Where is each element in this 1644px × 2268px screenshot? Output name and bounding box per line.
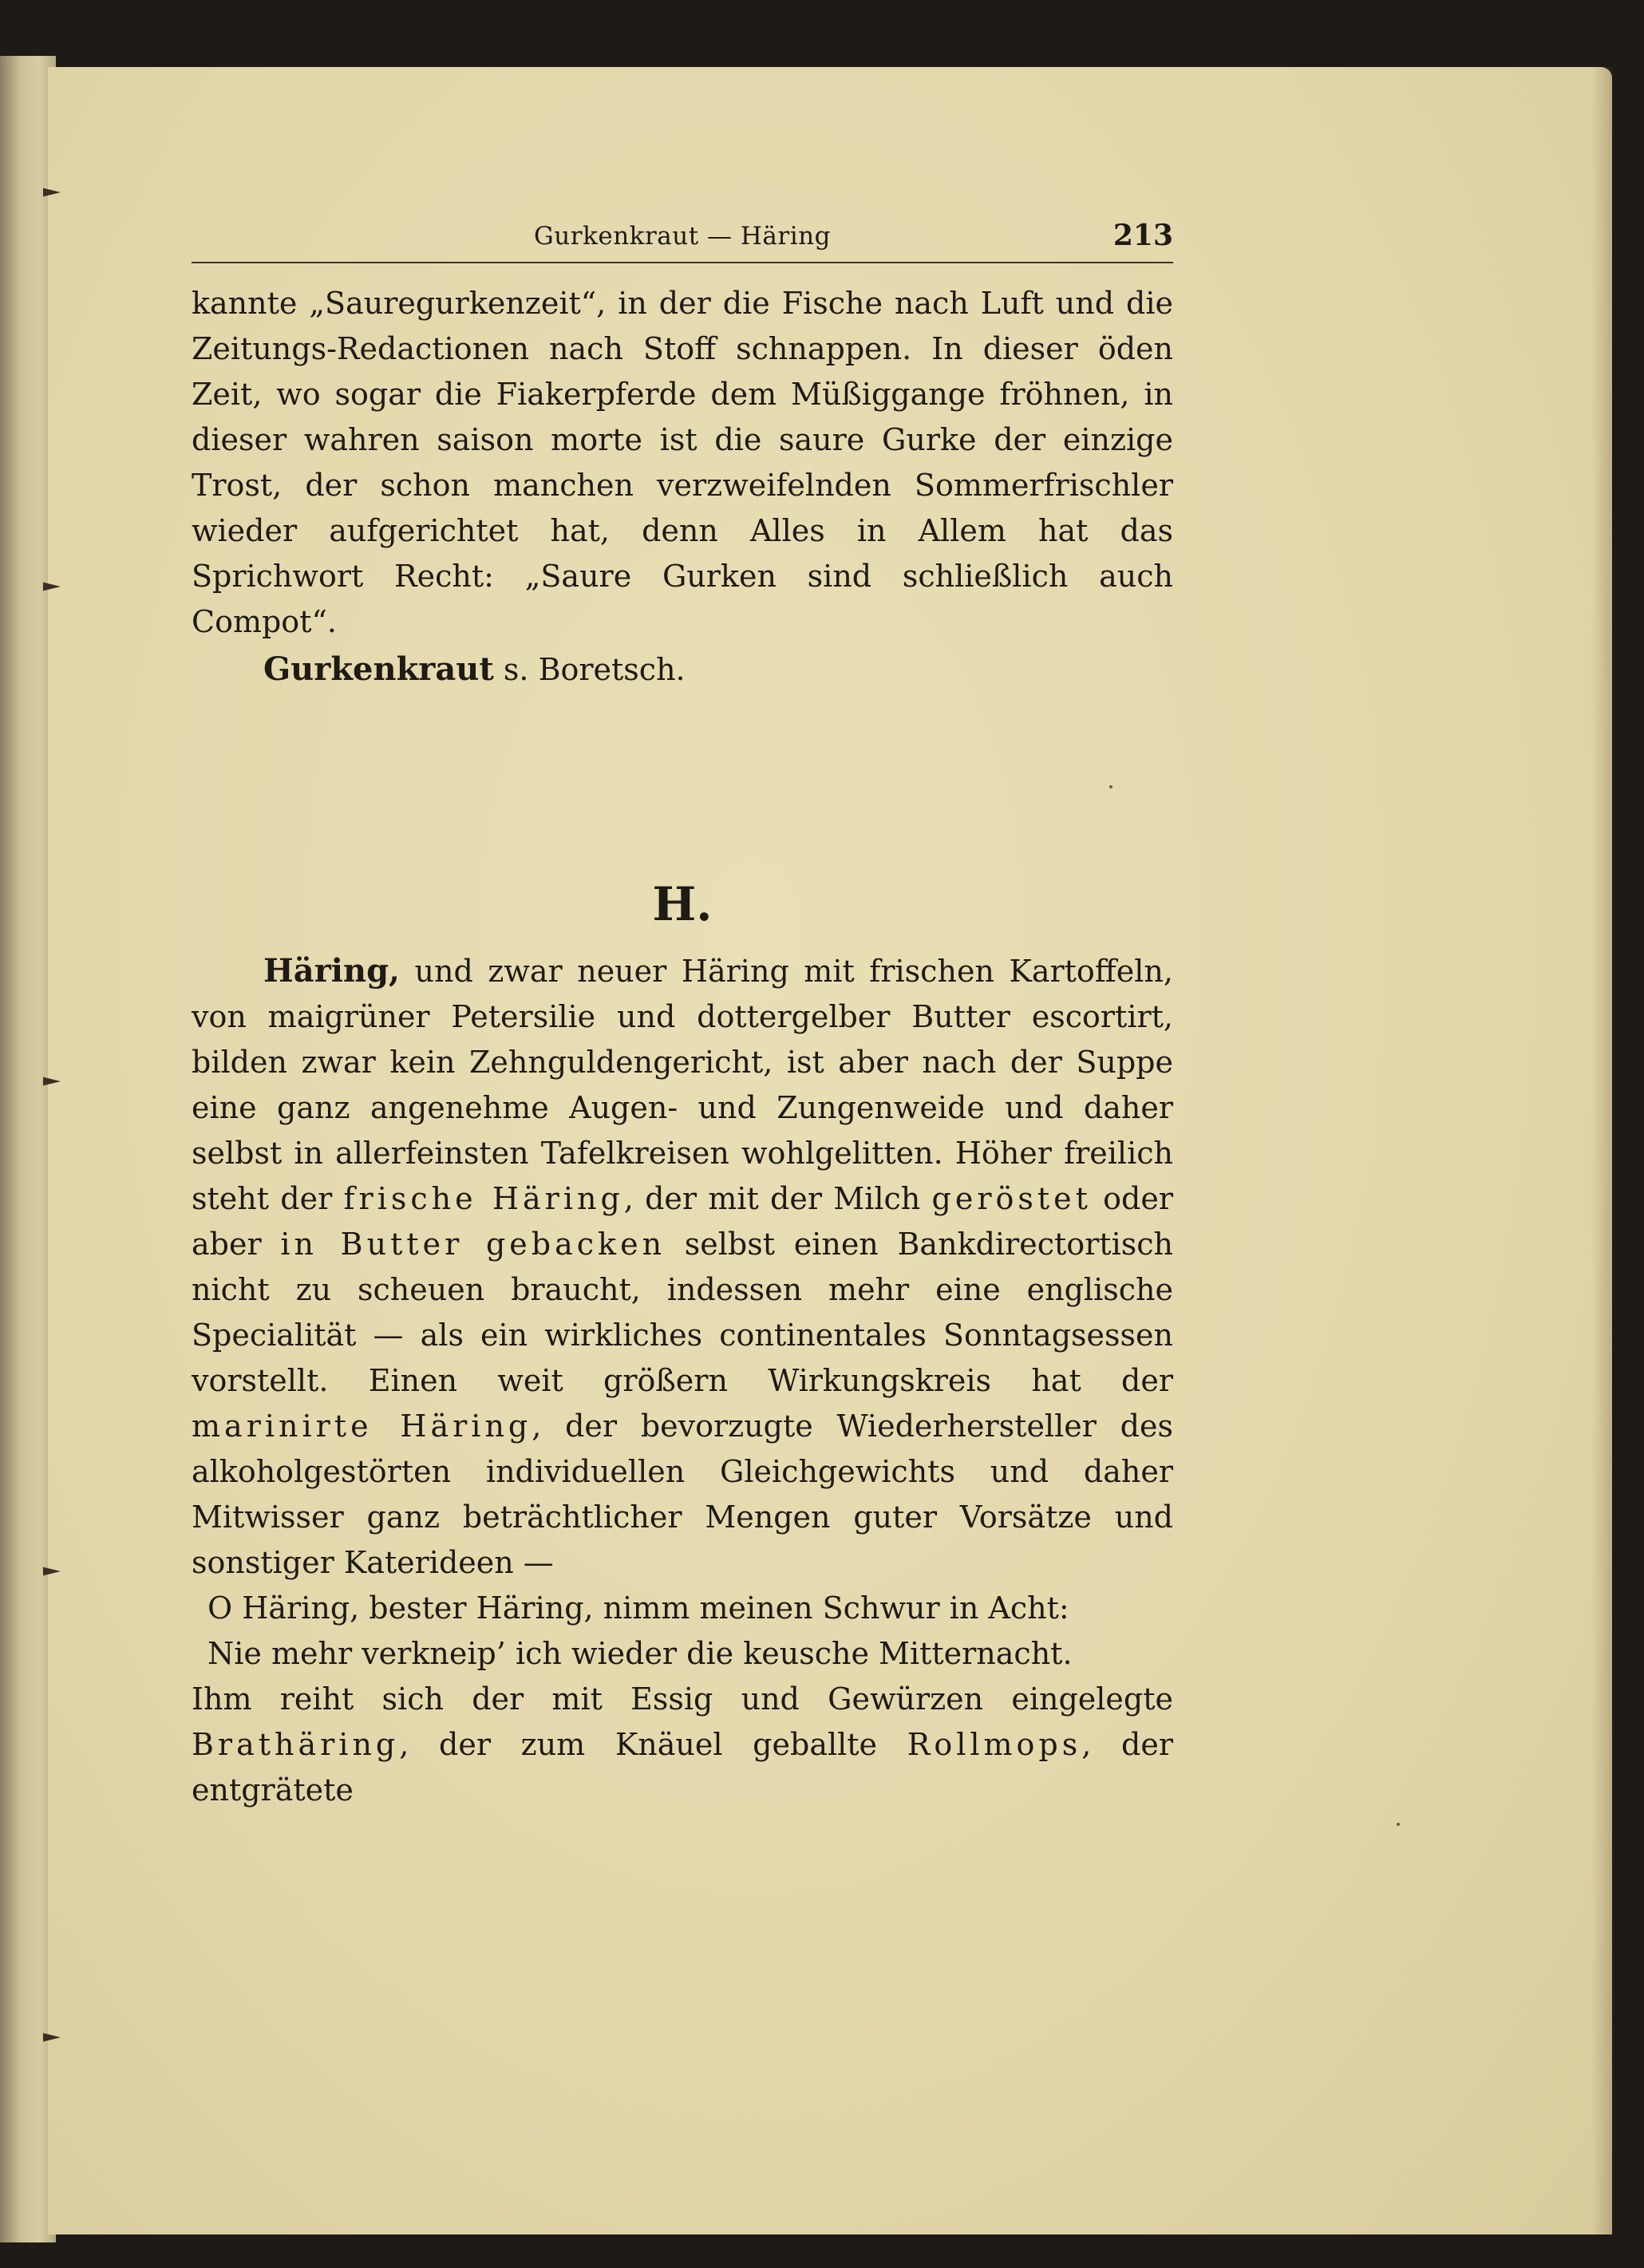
entry-gurkenkraut — [192, 646, 1173, 693]
entry-text: selbst einen Bankdirectortisch nicht zu scheuen braucht, indessen mehr eine englische Specialität — als ein wirkliches continentales Sonntagsessen vorstellt. Einen weit größern Wirkungskreis hat der — [192, 1227, 1173, 1398]
emphasis-text: geröstet — [931, 1181, 1092, 1216]
entry-text: , der bevorzugte Wiederhersteller des alkoholgestörten individuellen Gleichgewichts und daher Mitwisser ganz beträchtlicher Mengen guter Vorsätze und sonstiger Katerideen — — [192, 1409, 1173, 1580]
verse-line: Nie mehr verkneip’ ich wieder die keusche Mitternacht. — [207, 1636, 1073, 1671]
running-title: Gurkenkraut — Häring — [534, 222, 831, 251]
entry-lemma: Gurkenkraut — [263, 650, 494, 688]
continuation-paragraph: kannte „Sauregurkenzeit“, in der die Fische nach Luft und die Zeitungs-Redactionen nach Stoff schnappen. In dieser öden Zeit, wo sogar die Fiakerpferde dem Müßiggange fröhnen, in dieser wahren saison morte ist die saure Gurke der einzige Trost, der schon manchen verzweifelnden Sommerfrischler wieder aufgerichtet hat, denn Alles in Allem hat das Sprichwort Recht: „Saure Gurken sind schließlich auch Compot“. — [192, 286, 1173, 639]
emphasis-text: in Butter gebacken — [280, 1227, 666, 1262]
page-content — [192, 215, 1173, 1813]
section-letter: H. — [652, 877, 713, 931]
entry-haering — [192, 948, 1173, 1586]
entry-text: , der entgrätete — [192, 1727, 1173, 1808]
entry-text: , der zum Knäuel geballte — [399, 1727, 907, 1762]
continuation-after-verse — [192, 1677, 1173, 1813]
entry-text: , der mit der Milch — [623, 1181, 932, 1216]
entry-text: und zwar neuer Häring mit frischen Kartoffeln, von maigrüner Petersilie und dottergelber Butter escortirt, bilden zwar kein Zehnguldengericht, ist aber nach der Suppe eine ganz angenehme Augen- und Zungenweide und daher selbst in allerfeinsten Tafelkreisen wohlgelitten. Höher freilich steht der — [192, 954, 1173, 1216]
entry-text: Ihm reiht sich der mit Essig und Gewürzen eingelegte — [192, 1681, 1173, 1717]
verse-line: O Häring, bester Häring, nimm meinen Schwur in Acht: — [207, 1590, 1069, 1626]
entry-text: s. Boretsch. — [493, 652, 686, 687]
paper-speck — [1397, 1823, 1400, 1826]
entry-lemma: Häring, — [263, 952, 400, 990]
emphasis-text: Brathäring — [192, 1727, 400, 1762]
emphasis-text: Rollmops — [907, 1727, 1082, 1762]
emphasis-text: frische Häring — [343, 1181, 624, 1216]
emphasis-text: marinirte Häring — [192, 1409, 532, 1444]
entry-text: oder aber — [192, 1181, 1173, 1262]
running-head — [192, 215, 1173, 263]
page-number: 213 — [1112, 219, 1173, 252]
